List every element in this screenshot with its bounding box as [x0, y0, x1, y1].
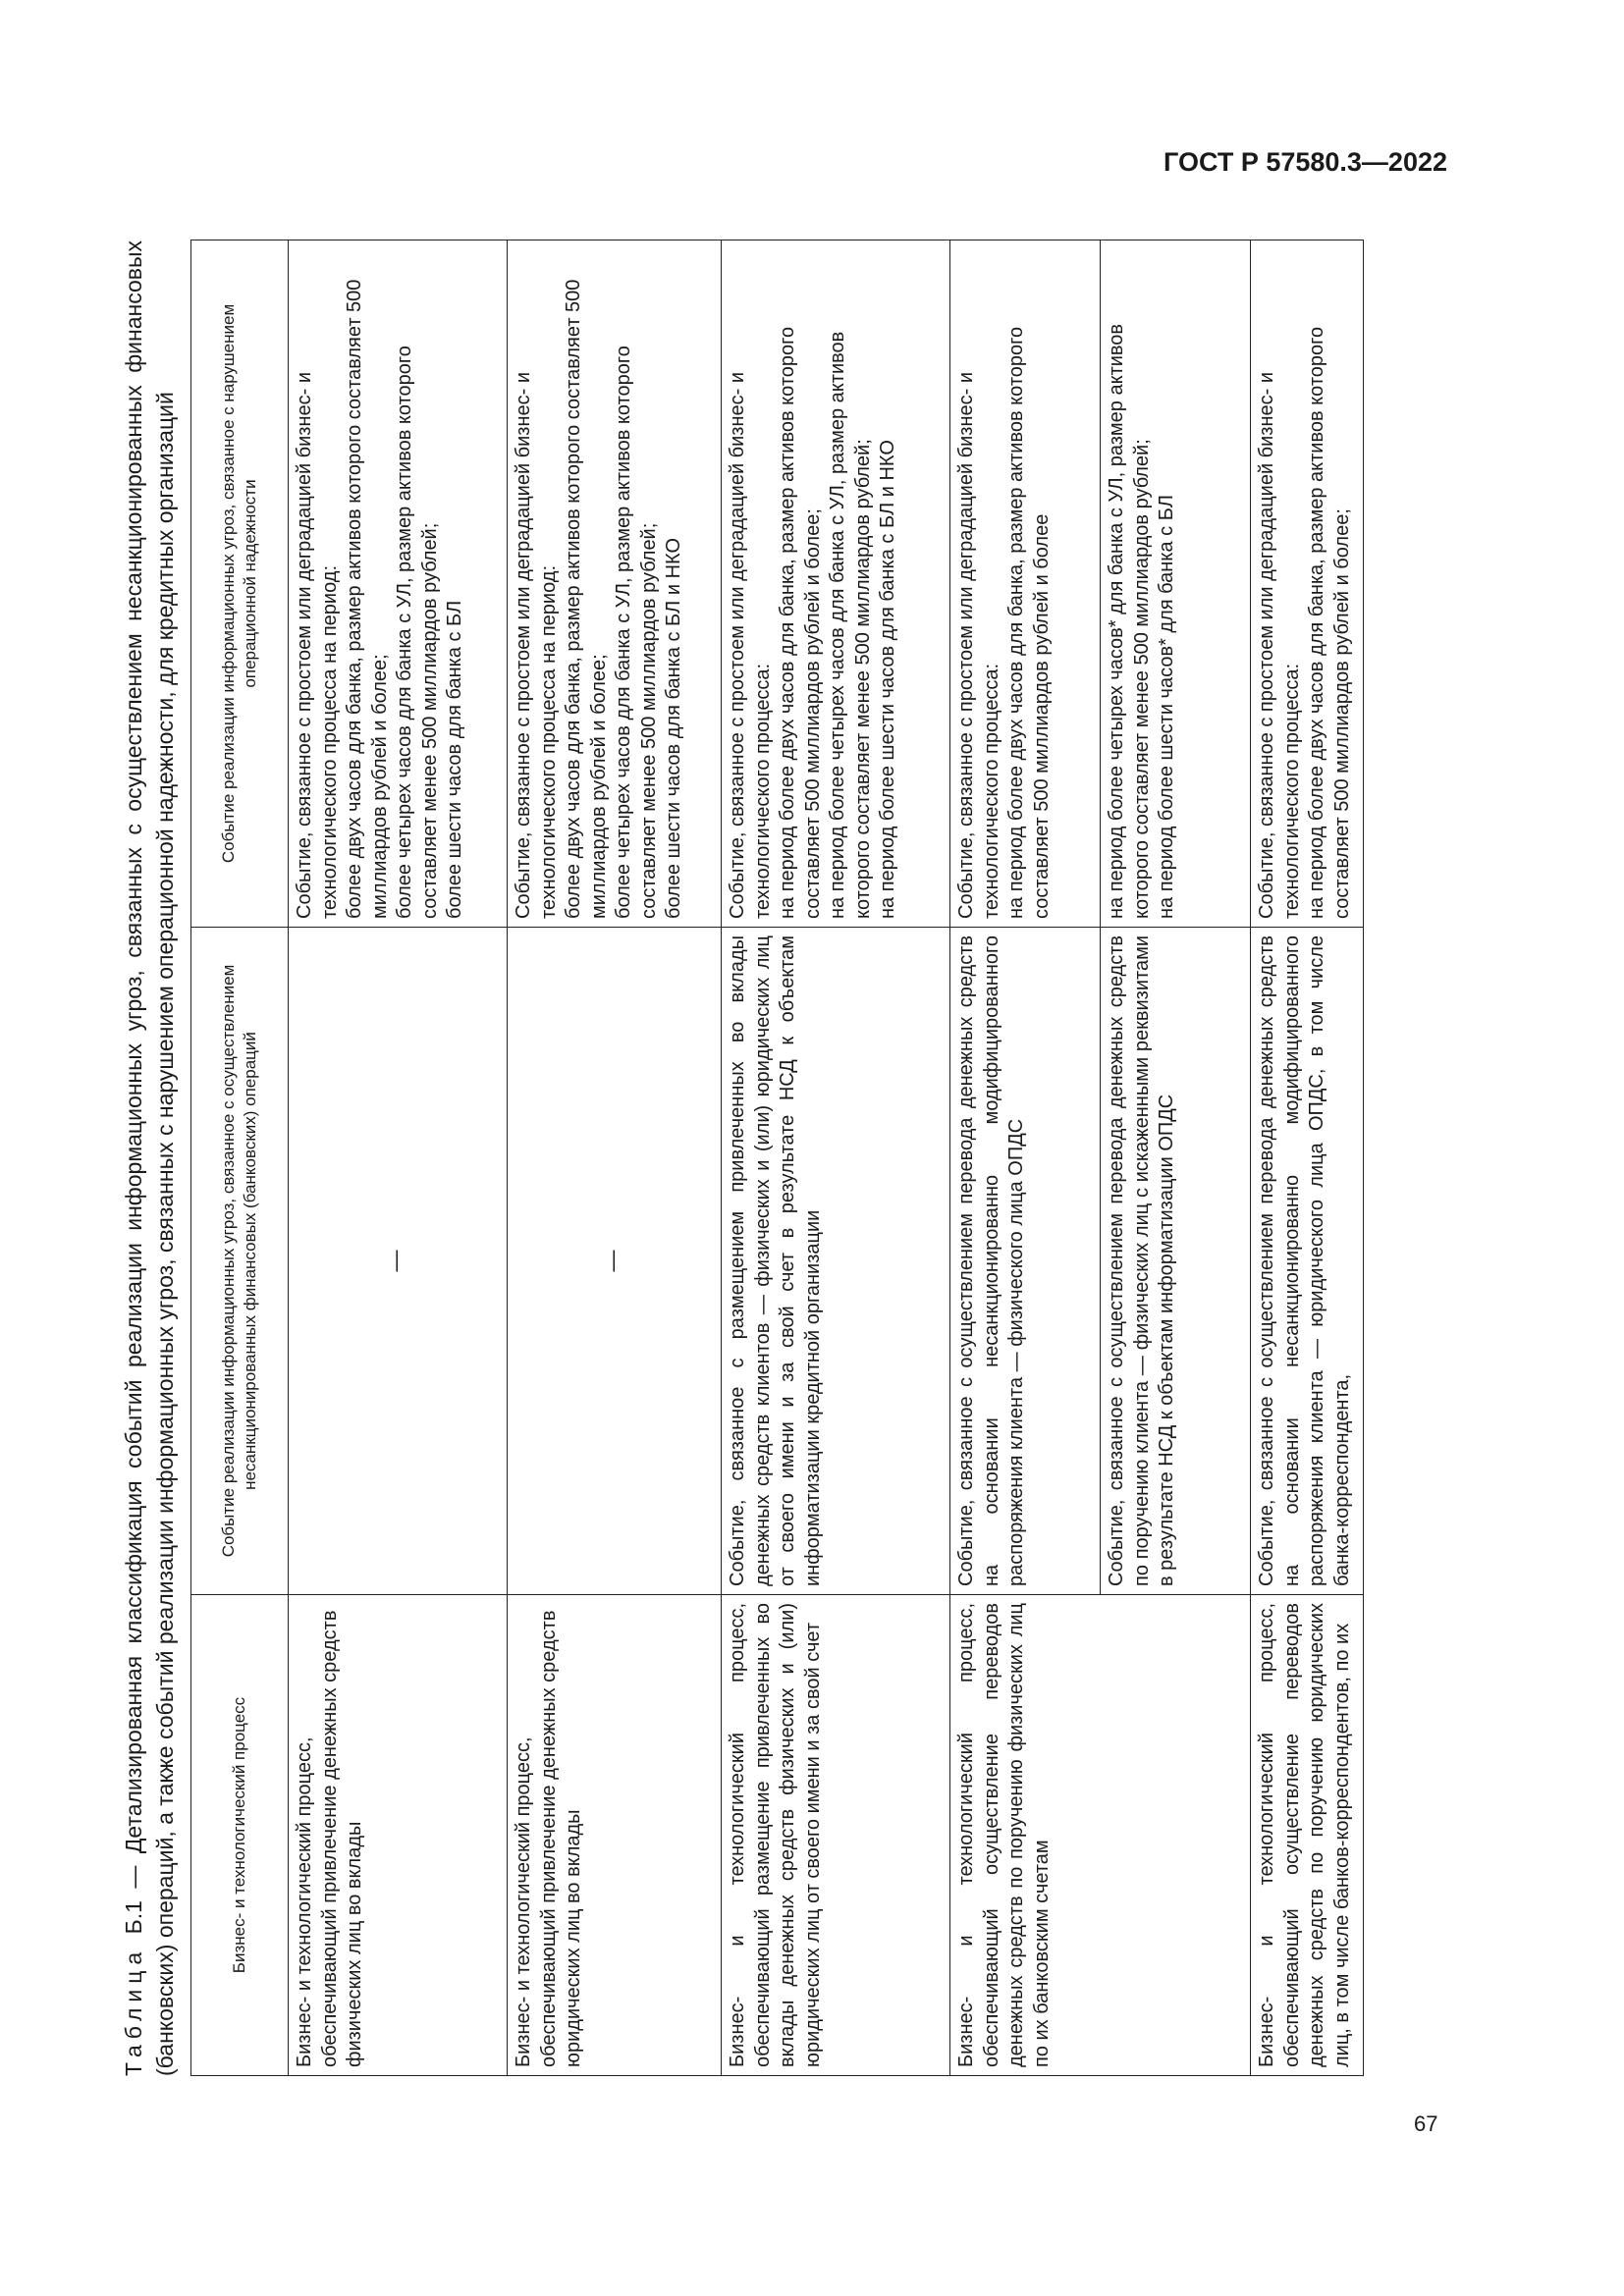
event-op-cell: Событие, связанное с простоем или деградацией бизнес- и технологического процесса: на период более двух часов для банка, размер активов которого составляет 500 миллиардов рублей и более; [1251, 240, 1364, 928]
table-row [1251, 240, 1364, 2076]
event-op-cell: Событие, связанное с простоем или деградацией бизнес- и технологического процесса на период: более двух часов для банка, размер активов которого составляет 500 миллиардов рублей и более; более четырех часов для банка с УЛ, размер активов которого составляет менее 500 миллиардов рублей; более шести часов для банка с БЛ [289, 240, 508, 928]
event-op-cell: Событие, связанное с простоем или деградацией бизнес- и технологического процесса на период: более двух часов для банка, размер активов которого составляет 500 миллиардов рублей и более; более четырех часов для банка с УЛ, размер активов которого составляет менее 500 миллиардов рублей; более шести часов для банка с БЛ и НКО [508, 240, 722, 928]
header-event-fin: Событие реализации информационных угроз, связанное с осуществлением несанкционированных финансовых (банковских) операций [191, 928, 289, 1595]
process-cell: Бизнес- и технологический процесс, обеспечивающий осуществление переводов денежных средств по поручению юридических лиц, в том числе банков-корреспондентов, по их [1251, 1595, 1364, 2076]
table-header-row [191, 240, 289, 2076]
table-caption-label: Таблица [121, 1946, 146, 2076]
event-fin-cell: — [508, 928, 722, 1595]
rotated-table-page [118, 240, 1443, 2076]
document-header: ГОСТ Р 57580.3—2022 [1164, 147, 1447, 177]
process-cell: Бизнес- и технологический процесс, обеспечивающий привлечение денежных средств юридических лиц во вклады [508, 1595, 722, 2076]
event-fin-cell: Событие, связанное с осуществлением перевода денежных средств на основании несанкционированно модифицированного распоряжения клиента — юридического лица ОПДС, в том числе банка-корреспондента, [1251, 928, 1364, 1595]
process-cell: Бизнес- и технологический процесс, обеспечивающий размещение привлеченных во вклады денежных средств физических и (или) юридических лиц от своего имени и за свой счет [722, 1595, 950, 2076]
process-cell: Бизнес- и технологический процесс, обеспечивающий привлечение денежных средств физических лиц во вклады [289, 1595, 508, 2076]
event-fin-cell: Событие, связанное с осуществлением перевода денежных средств на основании несанкционированно модифицированного распоряжения клиента — физического лица ОПДС [950, 928, 1101, 1595]
header-process: Бизнес- и технологический процесс [191, 1595, 289, 2076]
event-op-cell: на период более четырех часов* для банка с УЛ, размер активов которого составляет менее 500 миллиардов рублей; на период более шести часов* для банка с БЛ [1101, 240, 1251, 928]
event-op-cell: Событие, связанное с простоем или деградацией бизнес- и технологического процесса: на период более двух часов для банка, размер активов которого составляет 500 миллиардов рублей и более; на период более четырех часов для банка с УЛ, размер активов которого составляет менее 500 миллиардов рублей; на период более шести часов для банка с БЛ и НКО [722, 240, 950, 928]
classification-table [190, 240, 1364, 2076]
event-fin-cell: — [289, 928, 508, 1595]
page-number: 67 [1414, 2111, 1438, 2136]
event-fin-cell: Событие, связанное с размещением привлеченных во вклады денежных средств клиентов — физических и (или) юридических лиц от своего имени и за свой счет в результате НСД к объектам информатизации кредитной организации [722, 928, 950, 1595]
event-fin-cell: Событие, связанное с осуществлением перевода денежных средств по поручению клиента — физических лиц с искаженными реквизитами в результате НСД к объектам информатизации ОПДС [1101, 928, 1251, 1595]
table-row [722, 240, 950, 2076]
table-row [950, 240, 1101, 2076]
table-row [508, 240, 722, 2076]
event-op-cell: Событие, связанное с простоем или деградацией бизнес- и технологического процесса: на период более двух часов для банка, размер активов которого составляет 500 миллиардов рублей и более [950, 240, 1101, 928]
table-caption-text: Б.1 — Детализированная классификация событий реализации информационных угроз, связанных с осуществлением несанкционированных финансовых (банковских) операций, а также событий реализации информационных угроз, связанных с нарушением операционной надежности, для кредитных организаций [121, 240, 178, 2076]
table-row [289, 240, 508, 2076]
table-caption [118, 240, 181, 2076]
process-cell: Бизнес- и технологический процесс, обеспечивающий осуществление переводов денежных средств по поручению физических лиц по их банковским счетам [950, 1595, 1251, 2076]
header-event-op: Событие реализации информационных угроз, связанное с нарушением операционной надежности [191, 240, 289, 928]
